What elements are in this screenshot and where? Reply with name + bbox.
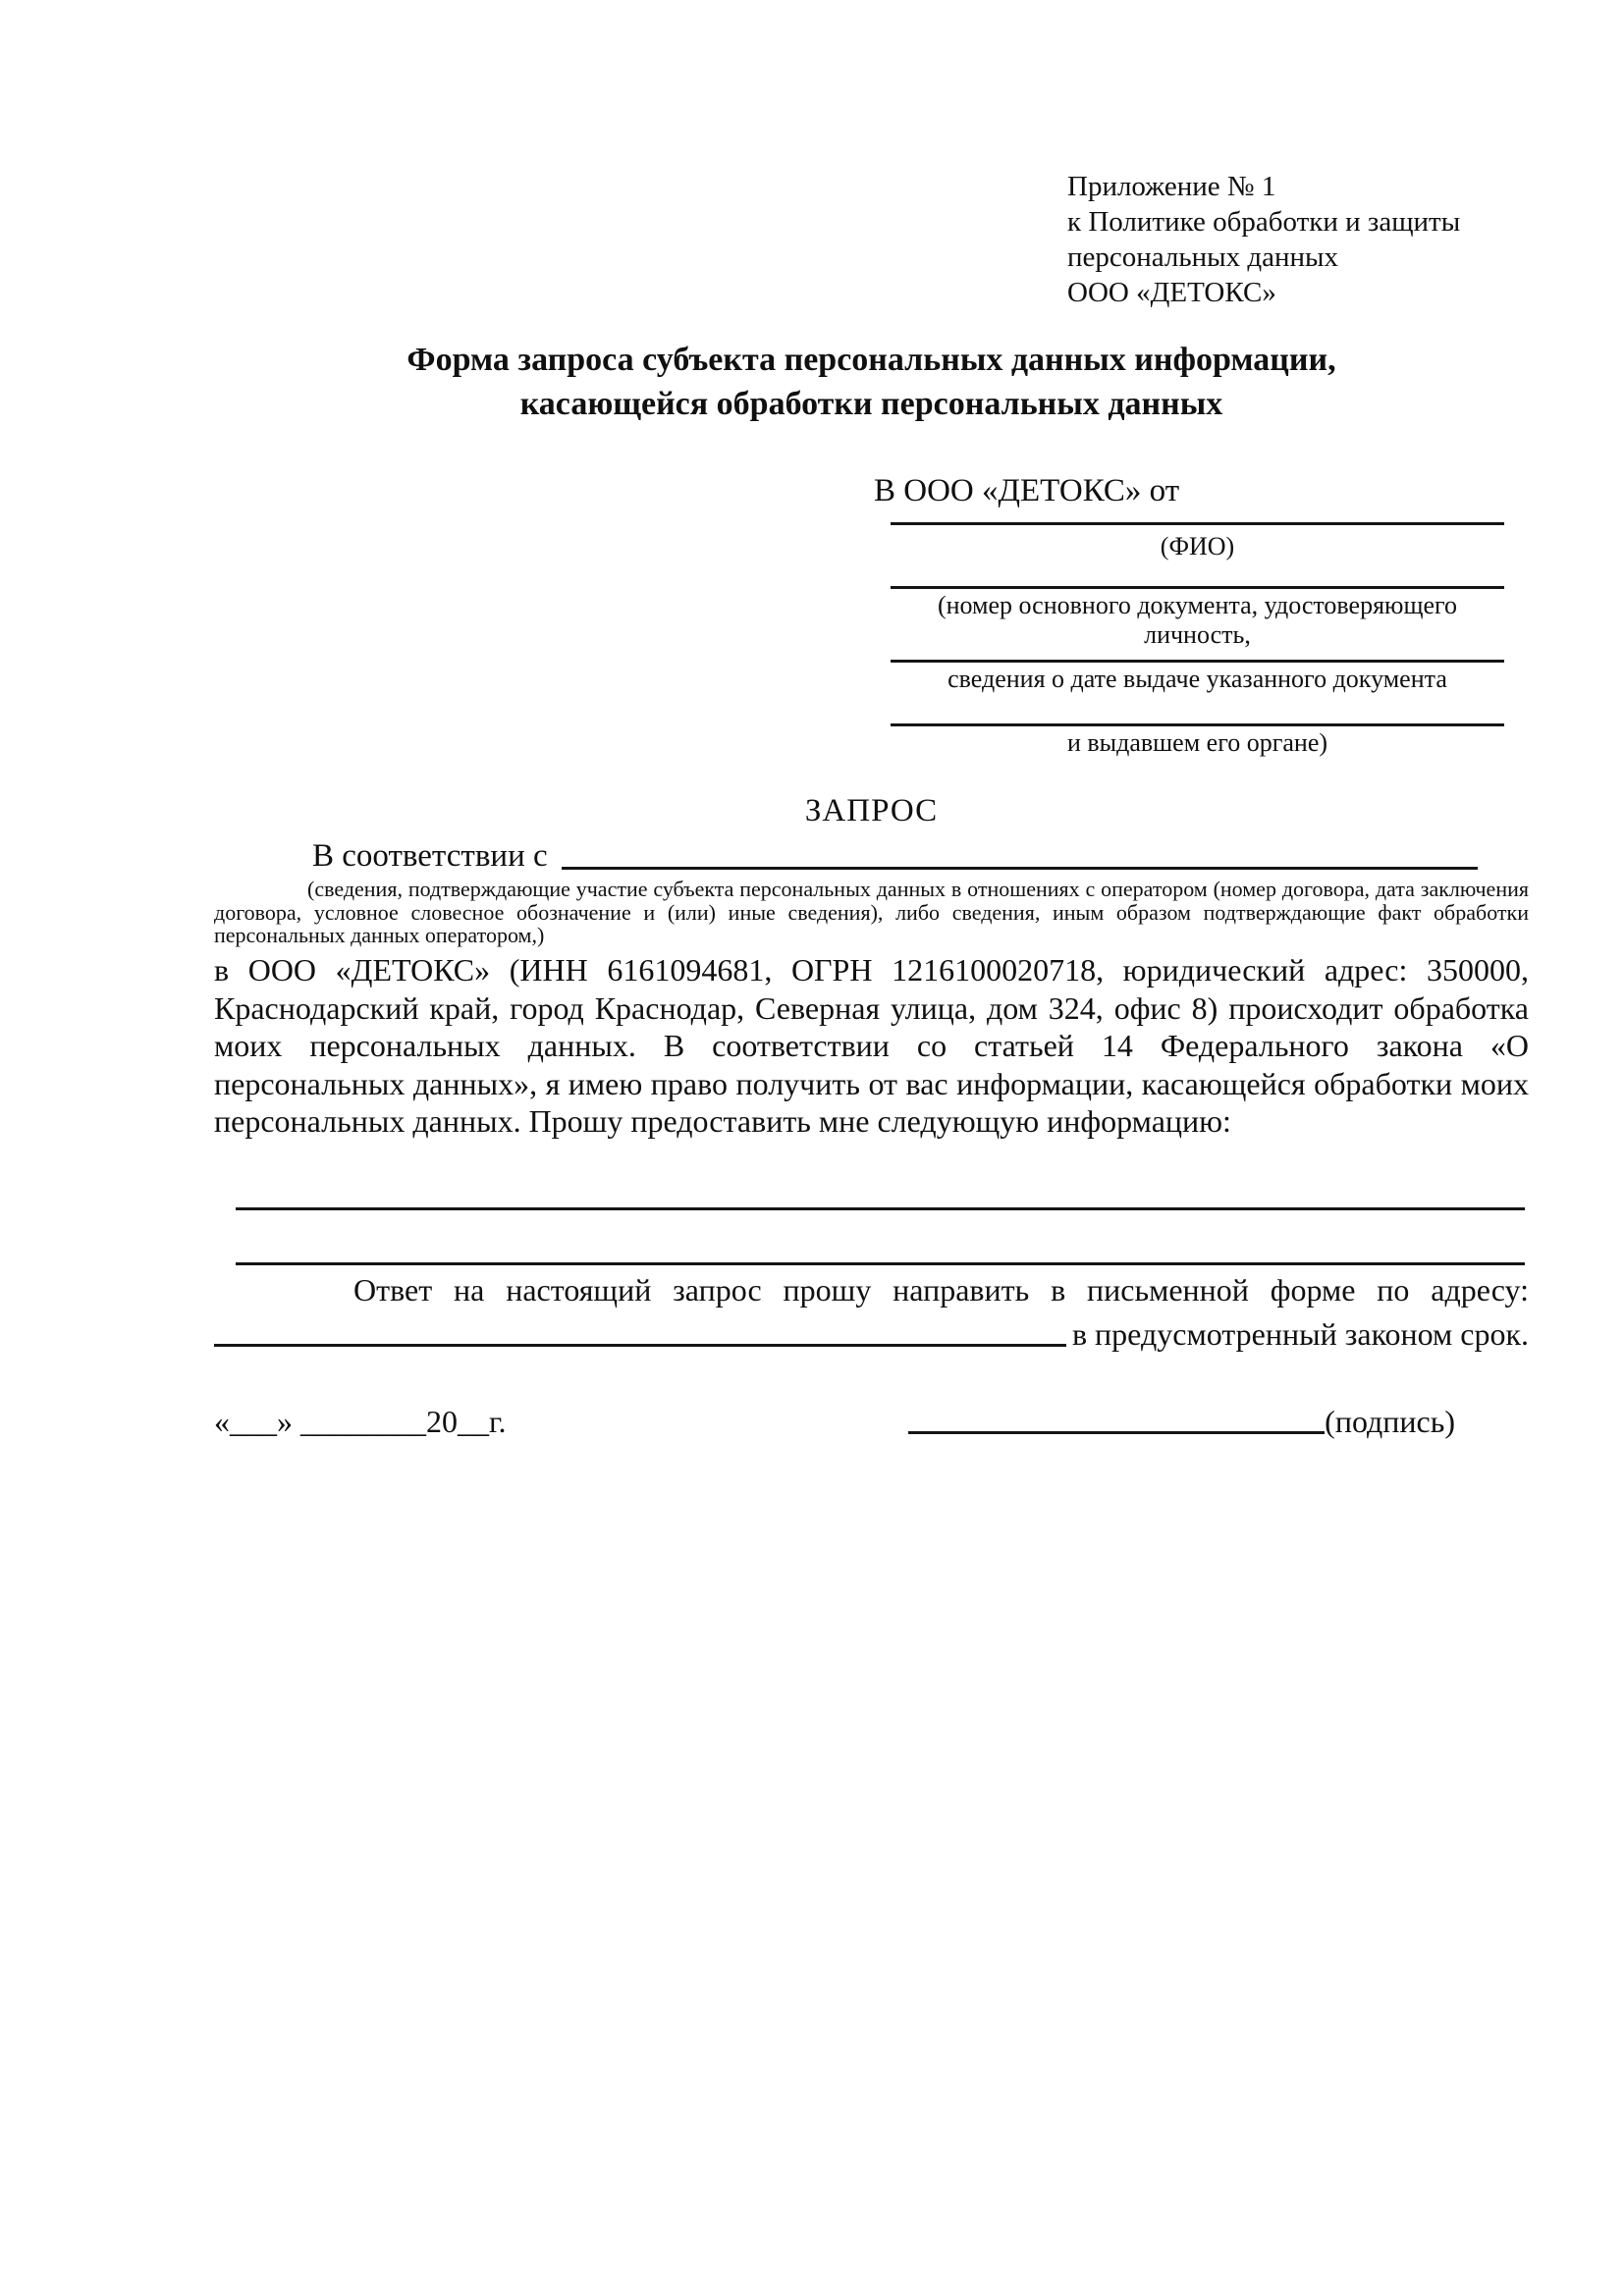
reply-sentence: Ответ на настоящий запрос прошу направить в письменной форме по адресу:	[353, 1272, 1529, 1308]
signature-date: «___» ________20__г.	[214, 1404, 507, 1439]
addressee-line: В ООО «ДЕТОКС» от	[874, 473, 1180, 508]
footnote-text: (сведения, подтверждающие участие субъекта персональных данных в отношениях с оператором (номер договора, дата заключения договора, условное словесное обозначение и (или) иные сведения), либо сведения, иным образом подтверждающие факт обработки персональных данных оператором,)	[214, 877, 1529, 947]
blank-fill-line-2	[236, 1262, 1525, 1265]
signature-row	[214, 1404, 1455, 1440]
request-heading: ЗАПРОС	[804, 793, 939, 828]
signature-label: (подпись)	[1325, 1404, 1455, 1439]
intro-blank-line	[562, 838, 1478, 870]
reply-suffix: в предусмотренный законом срок.	[1071, 1316, 1529, 1352]
annex-header-line: ООО «ДЕТОКС»	[1067, 277, 1276, 308]
fill-line-issue-date	[891, 660, 1504, 663]
fill-line-issuing-authority	[891, 723, 1504, 726]
document-title	[214, 338, 1529, 426]
fill-label-issue-date: сведения о дате выдаче указанного документа	[947, 665, 1447, 693]
signature-blank-line	[908, 1431, 1325, 1434]
annex-header-line: персональных данных	[1067, 241, 1339, 273]
body-paragraph: в ООО «ДЕТОКС» (ИНН 6161094681, ОГРН 1216100020718, юридический адрес: 350000, Краснодарский край, город Краснодар, Северная улица, дом 324, офис 8) происходит обработка моих персональных данных. В соответствии со статьей 14 Федерального закона «О персональных данных», я имею право получить от вас информации, касающейся обработки моих персональных данных. Прошу предоставить мне следующую информацию:	[214, 952, 1529, 1139]
fill-line-fio	[891, 522, 1504, 525]
reply-address-blank-line	[214, 1316, 1066, 1347]
annex-header-line: Приложение № 1	[1067, 171, 1276, 202]
fill-label-issuing-authority: и выдавшем его органе)	[1066, 728, 1328, 757]
intro-line	[312, 838, 1478, 875]
reply-address-line	[214, 1316, 1529, 1353]
fill-line-document-number	[891, 586, 1504, 589]
signature-right	[908, 1404, 1455, 1440]
intro-prefix: В соответствии с	[312, 838, 548, 874]
annex-header-line: к Политике обработки и защиты	[1067, 206, 1461, 238]
fill-label-fio: (ФИО)	[1160, 532, 1235, 561]
document-title-line1: Форма запроса субъекта персональных данных информации,	[406, 342, 1336, 378]
blank-fill-line-1	[236, 1207, 1525, 1210]
annex-header	[1067, 169, 1460, 310]
document-title-line2: касающейся обработки персональных данных	[519, 386, 1223, 422]
fill-label-document-number: (номер основного документа, удостоверяющего личность,	[937, 591, 1458, 649]
